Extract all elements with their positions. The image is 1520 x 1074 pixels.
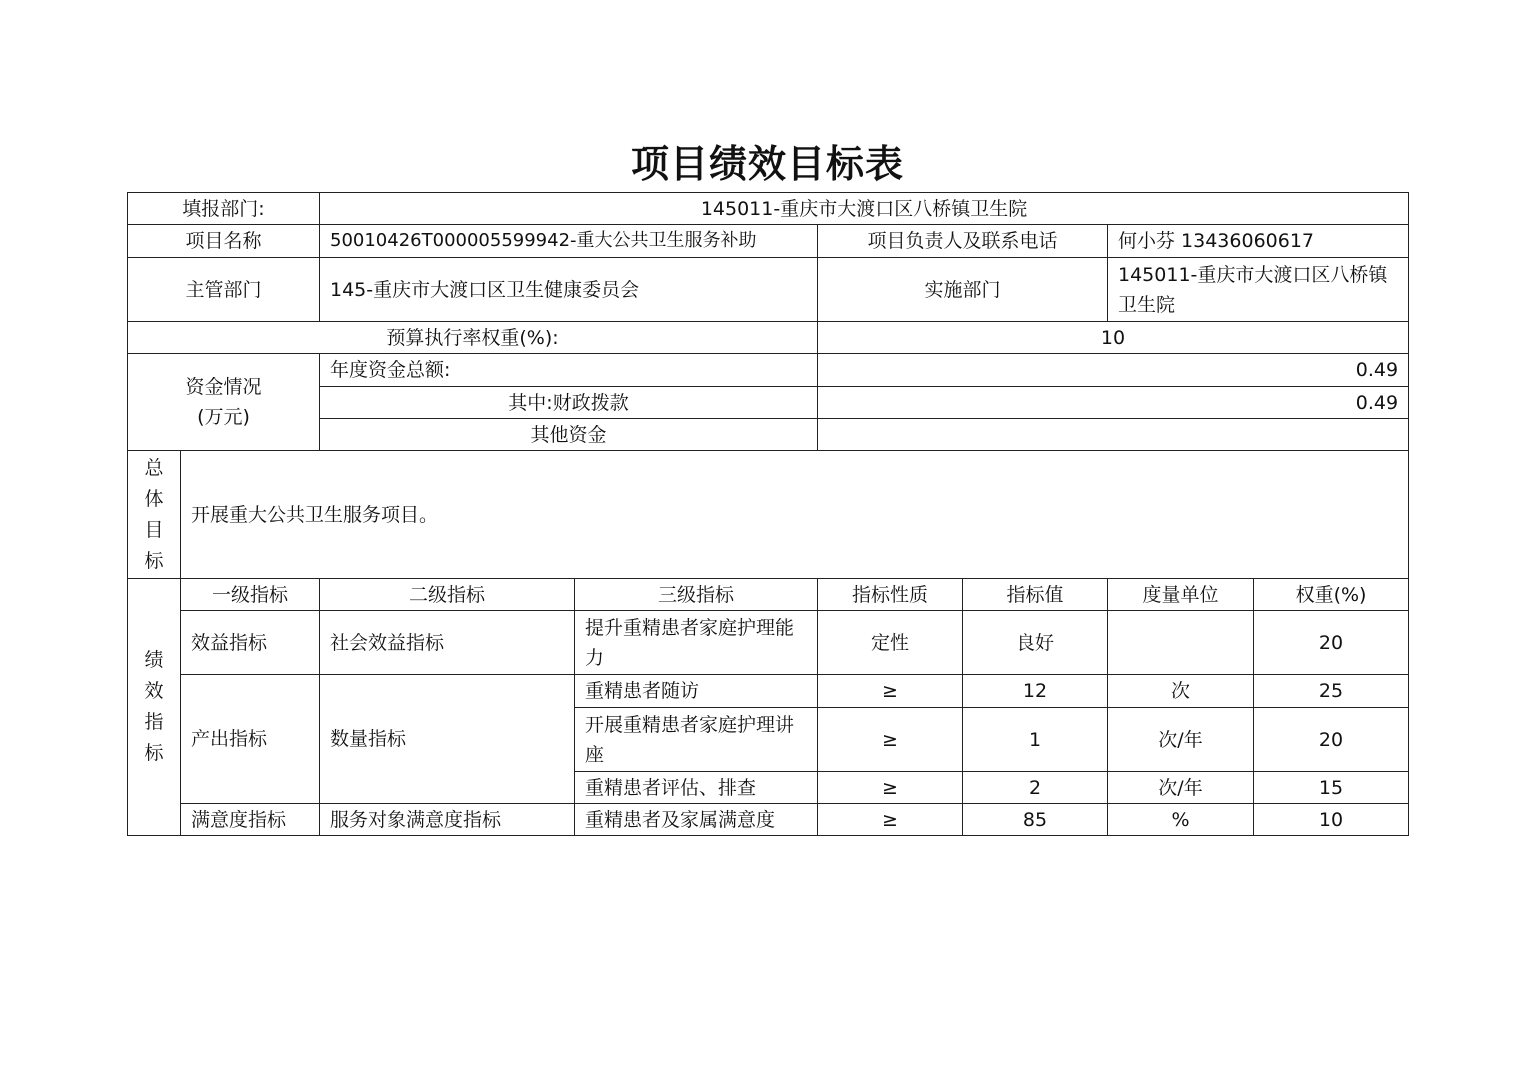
level2-indicator: 社会效益指标 xyxy=(320,611,575,675)
project-name-row xyxy=(128,225,1409,258)
indicator-value: 良好 xyxy=(963,611,1108,675)
level3-indicator: 重精患者随访 xyxy=(575,675,818,708)
indicator-weight: 20 xyxy=(1254,708,1409,772)
page-title: 项目绩效目标表 xyxy=(630,141,904,186)
indicators-char: 绩 xyxy=(144,649,164,671)
overall-goal-text: 开展重大公共卫生服务项目。 xyxy=(181,451,1409,579)
budget-weight-row xyxy=(128,322,1409,354)
overall-goal-char: 体 xyxy=(144,487,164,510)
supervisor-label: 主管部门 xyxy=(128,258,320,322)
fill-dept-row xyxy=(128,193,1409,225)
indicator-weight: 20 xyxy=(1254,611,1409,675)
indicator-weight: 15 xyxy=(1254,772,1409,804)
supervisor-value: 145-重庆市大渡口区卫生健康委员会 xyxy=(320,258,818,322)
level1-indicator: 满意度指标 xyxy=(181,804,320,836)
level3-indicator: 重精患者评估、排查 xyxy=(575,772,818,804)
column-header: 指标值 xyxy=(963,579,1108,611)
level1-indicator: 产出指标 xyxy=(181,675,320,804)
column-header: 权重(%) xyxy=(1254,579,1409,611)
fiscal-row xyxy=(128,387,1409,419)
column-header: 三级指标 xyxy=(575,579,818,611)
level3-indicator: 提升重精患者家庭护理能力 xyxy=(575,611,818,675)
annual-total-value: 0.49 xyxy=(818,354,1409,387)
funds-label xyxy=(128,354,320,451)
indicator-unit: % xyxy=(1108,804,1254,836)
budget-weight-value: 10 xyxy=(818,322,1409,354)
indicator-weight: 25 xyxy=(1254,675,1409,708)
level3-indicator: 重精患者及家属满意度 xyxy=(575,804,818,836)
annual-total-label: 年度资金总额: xyxy=(320,354,818,387)
fill-dept-value: 145011-重庆市大渡口区八桥镇卫生院 xyxy=(320,193,1409,225)
indicator-nature: ≥ xyxy=(818,804,963,836)
table-row xyxy=(128,611,1409,675)
contact-label: 项目负责人及联系电话 xyxy=(818,225,1108,258)
overall-goal-label xyxy=(128,451,181,579)
overall-goal-char: 标 xyxy=(144,549,164,572)
indicators-char: 效 xyxy=(144,680,164,702)
contact-value: 何小芬 13436060617 xyxy=(1108,225,1409,258)
other-funds-label: 其他资金 xyxy=(320,419,818,451)
indicator-value: 85 xyxy=(963,804,1108,836)
level3-indicator: 开展重精患者家庭护理讲座 xyxy=(575,708,818,772)
indicators-char: 标 xyxy=(144,742,164,764)
indicator-weight: 10 xyxy=(1254,804,1409,836)
impl-label: 实施部门 xyxy=(818,258,1108,322)
overall-goal-row xyxy=(128,451,1409,579)
impl-value: 145011-重庆市大渡口区八桥镇卫生院 xyxy=(1108,258,1409,322)
other-funds-row xyxy=(128,419,1409,451)
indicators-label xyxy=(128,579,181,836)
funds-label-line2: (万元) xyxy=(197,406,250,428)
overall-goal-char: 总 xyxy=(144,456,164,479)
table-row xyxy=(128,675,1409,708)
indicator-value: 1 xyxy=(963,708,1108,772)
indicator-nature: ≥ xyxy=(818,675,963,708)
indicator-unit: 次/年 xyxy=(1108,772,1254,804)
indicator-unit: 次/年 xyxy=(1108,708,1254,772)
column-header: 一级指标 xyxy=(181,579,320,611)
indicator-value: 12 xyxy=(963,675,1108,708)
indicator-unit xyxy=(1108,611,1254,675)
fiscal-label: 其中:财政拨款 xyxy=(320,387,818,419)
annual-total-row xyxy=(128,354,1409,387)
indicator-nature: ≥ xyxy=(818,708,963,772)
other-funds-value xyxy=(818,419,1409,451)
level2-indicator: 数量指标 xyxy=(320,675,575,804)
overall-goal-char: 目 xyxy=(144,518,164,541)
column-header: 指标性质 xyxy=(818,579,963,611)
fill-dept-label: 填报部门: xyxy=(128,193,320,225)
indicator-header-row xyxy=(128,579,1409,611)
supervisor-row xyxy=(128,258,1409,322)
indicator-value: 2 xyxy=(963,772,1108,804)
funds-label-line1: 资金情况 xyxy=(185,376,262,398)
project-name-value: 50010426T000005599942-重大公共卫生服务补助 xyxy=(320,225,818,258)
column-header: 度量单位 xyxy=(1108,579,1254,611)
project-name-label: 项目名称 xyxy=(128,225,320,258)
budget-weight-label: 预算执行率权重(%): xyxy=(128,322,818,354)
indicator-nature: ≥ xyxy=(818,772,963,804)
indicators-char: 指 xyxy=(144,711,164,733)
indicator-unit: 次 xyxy=(1108,675,1254,708)
level2-indicator: 服务对象满意度指标 xyxy=(320,804,575,836)
table-row xyxy=(128,804,1409,836)
fiscal-value: 0.49 xyxy=(818,387,1409,419)
level1-indicator: 效益指标 xyxy=(181,611,320,675)
performance-target-table xyxy=(127,192,1409,836)
indicator-nature: 定性 xyxy=(818,611,963,675)
column-header: 二级指标 xyxy=(320,579,575,611)
